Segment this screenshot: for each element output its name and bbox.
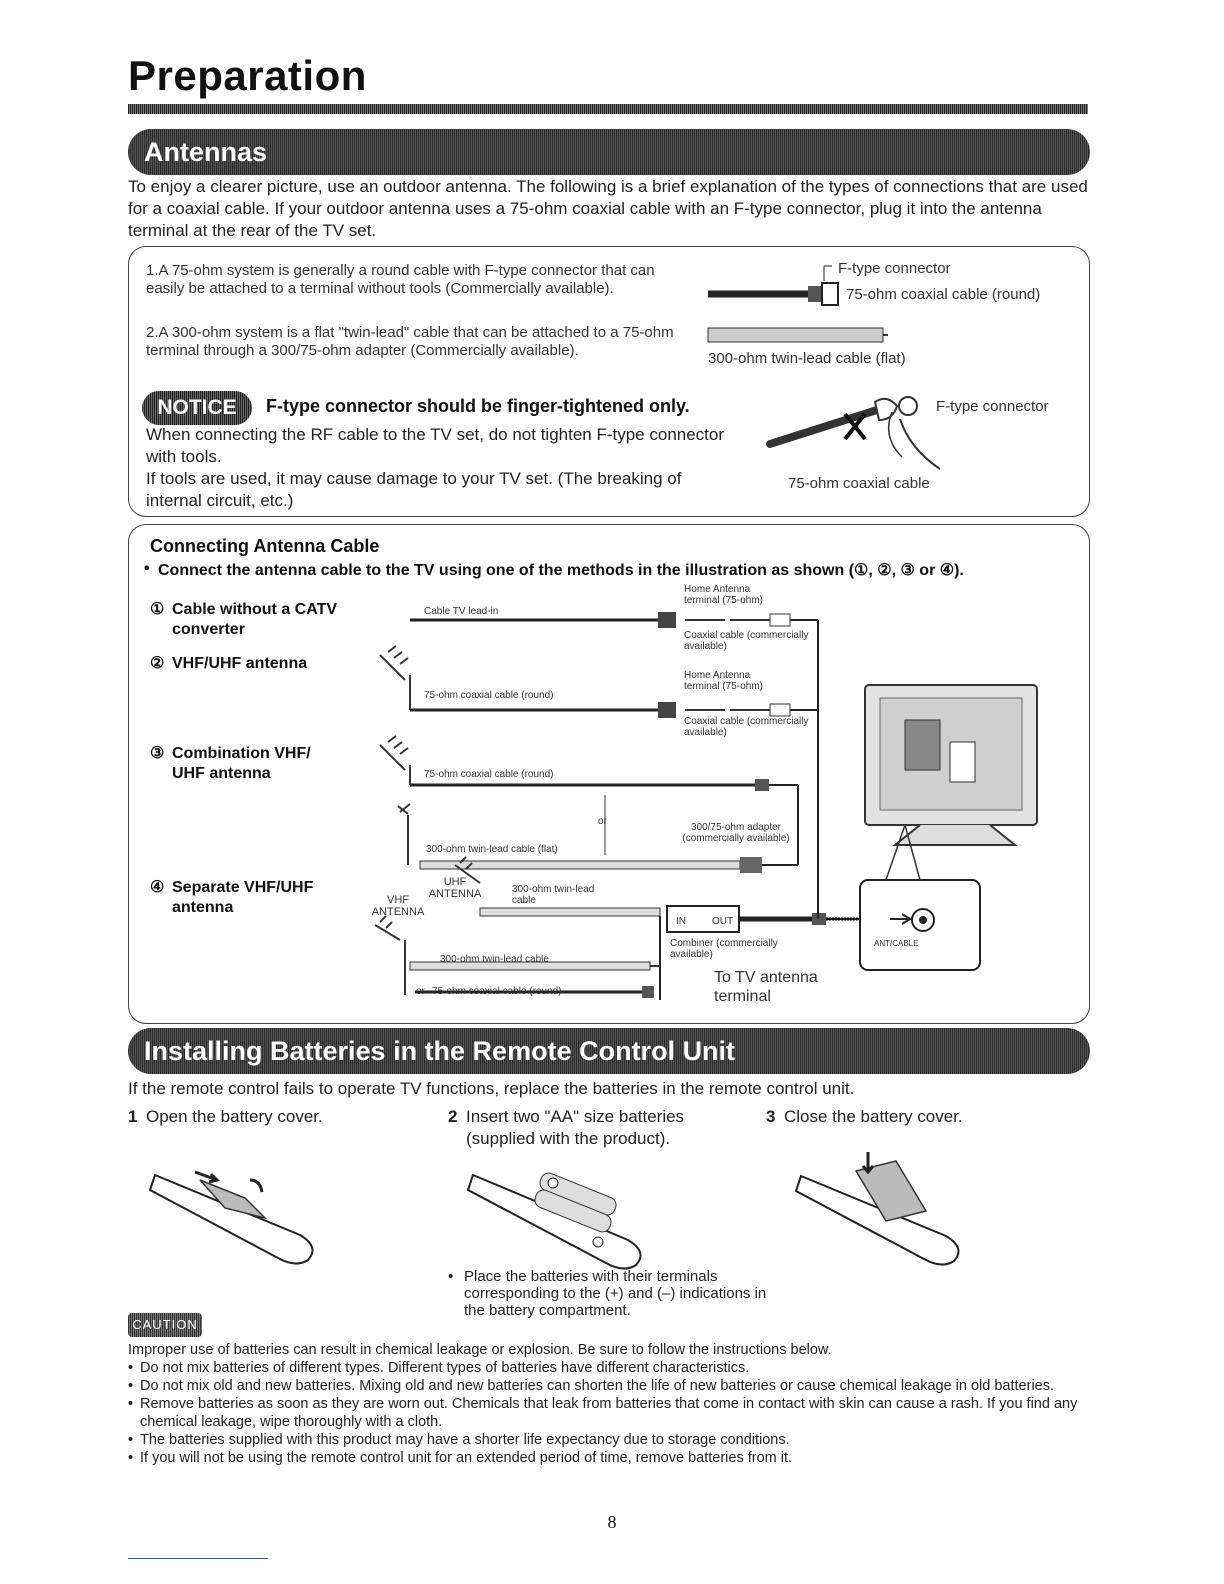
footer-line: [128, 1558, 268, 1559]
label-combiner-in: IN: [676, 916, 686, 927]
label-combiner-out: OUT: [712, 916, 734, 927]
caution-badge: CAUTION: [128, 1313, 202, 1337]
battery-step-3-text: Close the battery cover.: [784, 1107, 963, 1126]
caution-bullet-4-dot: •: [128, 1432, 134, 1448]
battery-step-1-text: Open the battery cover.: [146, 1107, 323, 1126]
battery-note-bullet: •: [448, 1268, 454, 1285]
method-4-label: Separate VHF/UHF antenna: [172, 879, 314, 916]
caution-bullet-3: [128, 1395, 1088, 1431]
instruction-bullet: •: [144, 560, 150, 577]
caution-bullet-3-dot: •: [128, 1396, 134, 1412]
caution-bullet-1: [128, 1359, 1088, 1377]
twin-lead-flat-label: 300-ohm twin-lead cable (flat): [708, 350, 906, 367]
wrench-connector-illustration: [760, 384, 940, 474]
label-home-terminal-1: Home Antenna terminal (75-ohm): [684, 584, 763, 606]
antennas-heading: Antennas: [128, 129, 1090, 175]
notice-heading: F-type connector should be finger-tightened only.: [266, 396, 690, 416]
antenna-type-300ohm: 2.A 300-ohm system is a flat "twin-lead" cable that can be attached to a 75-ohm terminal through a 300/75-ohm adapter (Commercially available).: [146, 324, 674, 359]
battery-step-2-text: Insert two "AA" size batteries (supplied with the product).: [466, 1107, 685, 1148]
caution-bullet-2-text: Do not mix old and new batteries. Mixing old and new batteries can shorten the life of new batteries or cause chemical leakage in old batteries.: [140, 1378, 1055, 1394]
notice-body: When connecting the RF cable to the TV set, do not tighten F-type connector with tools. If tools are used, it may cause damage to your TV set. (The breaking of internal circuit, etc.): [146, 425, 725, 510]
caution-bullet-3-text: Remove batteries as soon as they are worn out. Chemicals that leak from batteries that come in contact with skin can cause a rash. If you find any chemical leakage, wipe thoroughly with a cloth.: [140, 1396, 1078, 1430]
battery-step-1: [128, 1106, 323, 1128]
remote-close-cover-illustration: [786, 1146, 976, 1270]
label-coax-round-3: 75-ohm coaxial cable (round): [424, 769, 554, 780]
batteries-intro: If the remote control fails to operate TV functions, replace the batteries in the remote control unit.: [128, 1079, 855, 1098]
notice-coax-label: 75-ohm coaxial cable: [788, 475, 930, 492]
label-twin-lead-4: 300-ohm twin-lead cable: [512, 884, 595, 906]
caution-bullet-1-dot: •: [128, 1360, 134, 1376]
notice-badge: NOTICE: [142, 391, 252, 425]
battery-step-2: [448, 1106, 738, 1150]
remote-insert-batteries-illustration: [458, 1150, 668, 1270]
method-4: [150, 878, 342, 918]
method-3-num: ③: [150, 745, 165, 762]
label-or-3: or: [598, 816, 607, 827]
method-2: [150, 654, 307, 674]
antennas-intro: To enjoy a clearer picture, use an outdoor antenna. The following is a brief explanation of the types of connections that are used for a coaxial cable. If your outdoor antenna uses a 75-ohm coaxial cable with an F-type connector, plug it into the antenna terminal at the rear of the TV set.: [128, 177, 1088, 240]
label-combiner: Combiner (commercially available): [670, 938, 778, 960]
label-coaxial-2: Coaxial cable (commercially available): [684, 716, 809, 738]
page-title: Preparation: [128, 52, 367, 99]
label-coax-round-4: 75-ohm coaxial cable (round): [432, 986, 562, 997]
label-twin-flat: 300-ohm twin-lead cable (flat): [426, 844, 558, 855]
connecting-heading: Connecting Antenna Cable: [150, 536, 380, 556]
batteries-heading: Installing Batteries in the Remote Control Unit: [128, 1028, 1090, 1074]
battery-step-3-num: 3: [766, 1107, 776, 1126]
caution-bullet-2: [128, 1377, 1088, 1395]
connecting-instruction: [144, 560, 964, 580]
caution-bullet-5: [128, 1449, 1088, 1467]
method-4-num: ④: [150, 879, 165, 896]
notice-ftype-label: F-type connector: [936, 398, 1049, 415]
caution-bullet-5-dot: •: [128, 1450, 134, 1466]
battery-step-2-num: 2: [448, 1107, 458, 1126]
label-cable-tv-leadin: Cable TV lead-in: [424, 606, 499, 617]
caution-intro: Improper use of batteries can result in chemical leakage or explosion. Be sure to follow the instructions below.: [128, 1342, 832, 1358]
page-number: 8: [607, 1512, 617, 1532]
label-coax-round-2: 75-ohm coaxial cable (round): [424, 690, 554, 701]
label-to-tv-terminal: To TV antenna terminal: [714, 969, 818, 1005]
battery-note: [448, 1268, 768, 1319]
method-1-label: Cable without a CATV converter: [172, 601, 338, 638]
method-3: [150, 744, 322, 784]
method-2-num: ②: [150, 655, 165, 672]
ftype-connector-label: F-type connector: [838, 260, 951, 277]
label-vhf-antenna: VHF ANTENNA: [371, 894, 425, 918]
caution-bullet-1-text: Do not mix batteries of different types. Different types of batteries have different characteristics.: [140, 1360, 750, 1376]
caution-bullet-4-text: The batteries supplied with this product may have a shorter life expectancy due to storage conditions.: [140, 1432, 790, 1448]
antenna-type-75ohm: 1.A 75-ohm system is generally a round cable with F-type connector that can easily be attached to a terminal without tools (Commercially available).: [146, 262, 655, 297]
caution-bullet-4: [128, 1431, 1088, 1449]
label-home-terminal-2: Home Antenna terminal (75-ohm): [684, 670, 763, 692]
battery-step-1-num: 1: [128, 1107, 138, 1126]
label-or-4: or: [416, 986, 425, 997]
battery-step-3: [766, 1106, 963, 1128]
remote-open-cover-illustration: [140, 1150, 330, 1270]
label-ant-cable: ANT/CABLE: [874, 939, 919, 948]
caution-text: [128, 1341, 1088, 1467]
battery-note-text: Place the batteries with their terminals corresponding to the (+) and (–) indications in the battery compartment.: [464, 1268, 767, 1319]
coax-round-label: 75-ohm coaxial cable (round): [846, 286, 1041, 303]
caution-bullet-2-dot: •: [128, 1378, 134, 1394]
method-2-label: VHF/UHF antenna: [172, 655, 308, 672]
instruction-text: Connect the antenna cable to the TV using one of the methods in the illustration as shown (①, ②, ③ or ④).: [158, 562, 964, 579]
method-3-label: Combination VHF/ UHF antenna: [172, 745, 311, 782]
method-1-num: ①: [150, 601, 165, 618]
label-coaxial-1: Coaxial cable (commercially available): [684, 630, 809, 652]
method-1: [150, 600, 352, 640]
label-adapter: 300/75-ohm adapter (commercially available): [682, 822, 790, 844]
label-uhf-antenna: UHF ANTENNA: [428, 876, 482, 900]
title-rule: [128, 104, 1088, 114]
caution-bullet-5-text: If you will not be using the remote control unit for an extended period of time, remove batteries from it.: [140, 1450, 793, 1466]
label-twin-lead-4b: 300-ohm twin-lead cable: [440, 954, 549, 965]
